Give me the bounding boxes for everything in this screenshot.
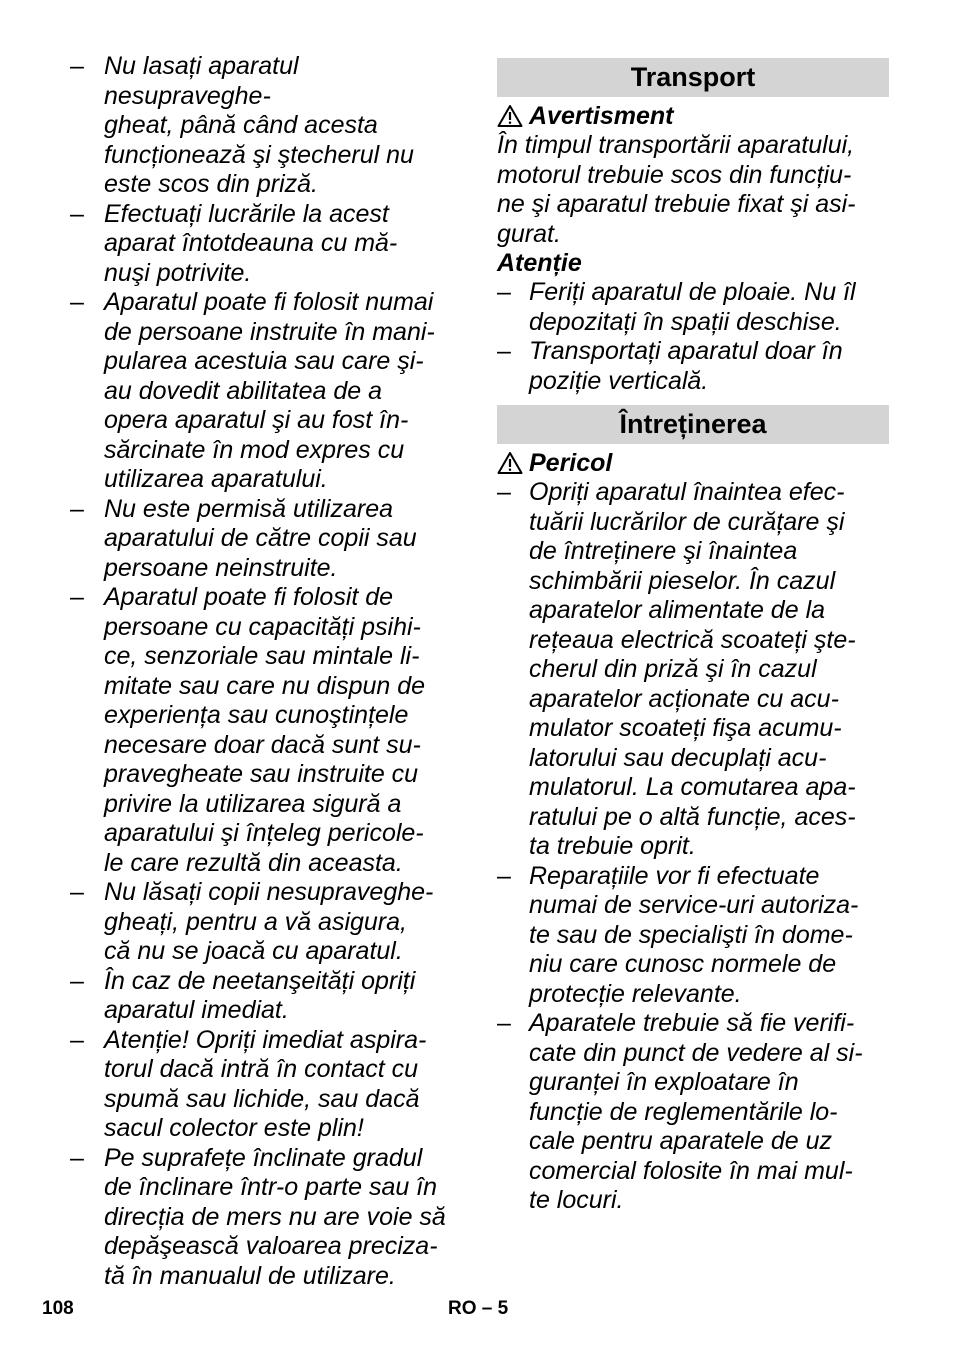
list-item-text: Aparatul poate fi folosit de persoane cu capacități psihi- ce, senzoriale sau mintale li- mitate sau care nu dispun de experiența sau cunoştințele necesare doar dacă sunt su- pravegheate sau instruite cu privire la utilizarea sigură a aparatului şi înțeleg pericole- le care rezultă din aceasta. <box>104 583 426 877</box>
warning-label: Avertisment <box>529 102 674 130</box>
page-number: 108 <box>42 1298 74 1319</box>
list-item: – Aparatul poate fi folosit de persoane cu capacități psihi- ce, senzoriale sau mintale li- mitate sau care nu dispun de experiența sau cunoştințele necesare doar dacă sunt su- pravegheate sau instruite cu privire la utilizarea sigură a aparatului şi înțeleg pericole- le care rezultă din aceasta. <box>70 583 462 878</box>
list-item-text: Opriți aparatul înaintea efec- tuării lucrărilor de curățare şi de întreținere şi înaintea schimbării pieselor. În cazul aparatelor alimentate de la rețeaua electrică scoateți şte- cherul din priză şi în cazul aparatelor acționate cu acu- mulator scoateți fişa acumu- latorului sau decuplați acu- mulatorul. La comutarea apa- ratului pe o altă funcție, aces- ta trebuie oprit. <box>529 478 856 860</box>
list-item: – Aparatul poate fi folosit numai de persoane instruite în mani- pularea acestuia sau care şi- au dovedit abilitatea de a opera aparatul şi au fost în- sărcinate în mod expres cu utilizarea aparatului. <box>70 288 462 495</box>
list-item-text: În caz de neetanşeități opriți aparatul imediat. <box>104 966 416 1024</box>
warning-triangle-icon <box>497 451 523 475</box>
maintenance-heading: Întreținerea <box>497 405 889 444</box>
list-item-text: Efectuați lucrările la acest aparat întotdeauna cu mă- nuşi potrivite. <box>104 199 398 287</box>
maintenance-danger <box>497 448 889 478</box>
transport-warning <box>497 101 889 131</box>
list-item-text: Aparatele trebuie să fie verifi- cate din punct de vedere al si- guranței în exploatare în funcție de reglementările lo- cale pentru aparatele de uz comercial folosite în mai mul- te locuri. <box>529 1009 863 1214</box>
list-item-text: Nu lasați aparatul nesupraveghe- gheat, până când acesta funcționează şi ştecherul nu este scos din priză. <box>104 52 414 198</box>
list-item-text: Nu este permisă utilizarea aparatului de către copii sau persoane neinstruite. <box>104 494 417 582</box>
list-item: – Atenție! Opriți imediat aspira- torul dacă intră în contact cu spumă sau lichide, sau dacă sacul colector este plin! <box>70 1026 462 1144</box>
page-label: RO – 5 <box>448 1298 509 1319</box>
list-item: – În caz de neetanşeități opriți aparatul imediat. <box>70 967 462 1026</box>
list-item-text: Transportați aparatul doar în poziție verticală. <box>529 337 843 395</box>
list-item: – Nu este permisă utilizarea aparatului de către copii sau persoane neinstruite. <box>70 495 462 584</box>
right-column <box>497 52 889 1216</box>
list-item: – Efectuați lucrările la acest aparat întotdeauna cu mă- nuşi potrivite. <box>70 200 462 289</box>
list-item-text: Feriți aparatul de ploaie. Nu îl depozitați în spații deschise. <box>529 278 856 336</box>
list-item: – Aparatele trebuie să fie verifi- cate din punct de vedere al si- guranței în exploatare în funcție de reglementările lo- cale pentru aparatele de uz comercial folosite în mai mul- te locuri. <box>497 1009 889 1216</box>
list-item-text: Pe suprafețe înclinate gradul de înclinare într-o parte sau în direcția de mers nu are voie să depăşească valoarea preciza- tă în manualul de utilizare. <box>104 1143 446 1290</box>
list-item-text: Aparatul poate fi folosit numai de persoane instruite în mani- pularea acestuia sau care şi- au dovedit abilitatea de a opera aparatul şi au fost în- sărcinate în mod expres cu utilizarea aparatului. <box>104 288 435 493</box>
list-item: – Reparațiile vor fi efectuate numai de service-uri autoriza- te sau de specialişti în dome- niu care cunosc normele de protecție relevante. <box>497 862 889 1010</box>
list-item: – Transportați aparatul doar în poziție verticală. <box>497 337 889 396</box>
transport-paragraph: În timpul transportării aparatului, motorul trebuie scos din funcțiu- ne şi aparatul trebuie fixat şi asi- gurat. <box>497 131 856 248</box>
list-item: – Nu lăsați copii nesupraveghe- gheați, pentru a vă asigura, că nu se joacă cu aparatul. <box>70 878 462 967</box>
left-column <box>70 52 462 1291</box>
attention-label: Atenție <box>497 249 582 277</box>
list-item-text: Atenție! Opriți imediat aspira- torul dacă intră în contact cu spumă sau lichide, sau dacă sacul colector este plin! <box>104 1025 427 1142</box>
list-item-text: Reparațiile vor fi efectuate numai de service-uri autoriza- te sau de specialişti în dome- niu care cunosc normele de protecție relevante. <box>529 861 859 1008</box>
list-item: – Nu lasați aparatul nesupraveghe- gheat, până când acesta funcționează şi ştecherul nu este scos din priză. <box>70 52 462 200</box>
danger-label: Pericol <box>529 449 613 477</box>
list-item: – Feriți aparatul de ploaie. Nu îl depozitați în spații deschise. <box>497 278 889 337</box>
transport-heading: Transport <box>497 58 889 97</box>
list-item-text: Nu lăsați copii nesupraveghe- gheați, pentru a vă asigura, că nu se joacă cu aparatul. <box>104 878 434 965</box>
list-item: – Opriți aparatul înaintea efec- tuării lucrărilor de curățare şi de întreținere şi înaintea schimbării pieselor. În cazul aparatelor alimentate de la rețeaua electrică scoateți şte- cherul din priză şi în cazul aparatelor acționate cu acu- mulator scoateți fişa acumu- latorului sau decuplați acu- mulatorul. La comutarea apa- ratului pe o altă funcție, aces- ta trebuie oprit. <box>497 478 889 862</box>
list-item: – Pe suprafețe înclinate gradul de înclinare într-o parte sau în direcția de mers nu are voie să depăşească valoarea preciza- tă în manualul de utilizare. <box>70 1144 462 1292</box>
warning-triangle-icon <box>497 104 523 128</box>
